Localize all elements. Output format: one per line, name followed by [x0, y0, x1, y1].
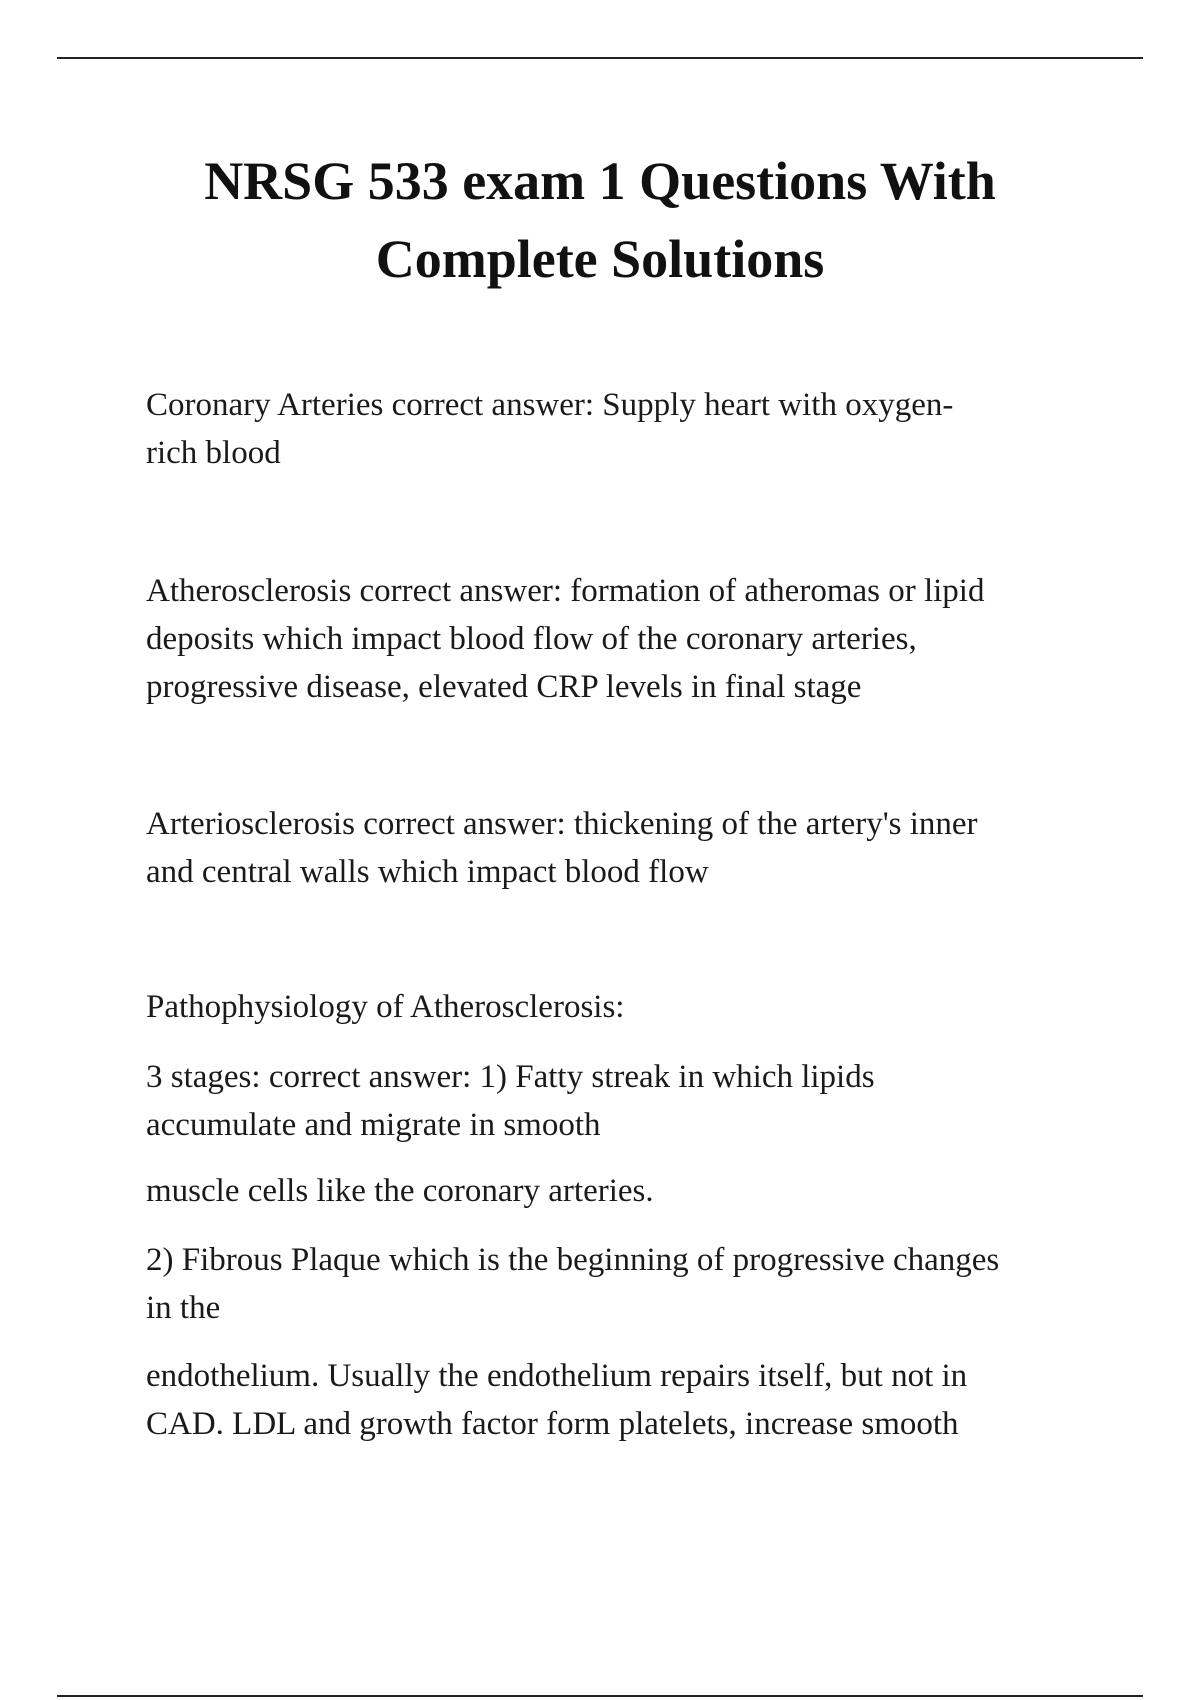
paragraph-line: endothelium. Usually the endothelium repairs itself, but not in — [146, 1358, 968, 1394]
paragraph-arteriosclerosis — [146, 800, 1106, 896]
paragraph-line: 2) Fibrous Plaque which is the beginning of progressive changes — [146, 1242, 1000, 1278]
paragraph-atherosclerosis — [146, 567, 1106, 711]
paragraph-line: CAD. LDL and growth factor form platelets, increase smooth — [146, 1406, 959, 1442]
document-title — [100, 142, 1100, 298]
paragraph-line: 3 stages: correct answer: 1) Fatty streak in which lipids — [146, 1059, 875, 1095]
paragraph-line: Atherosclerosis correct answer: formation of atheromas or lipid — [146, 573, 985, 609]
paragraph-line: Coronary Arteries correct answer: Supply heart with oxygen- — [146, 387, 954, 423]
title-line-2: Complete Solutions — [375, 229, 825, 289]
title-line-1: NRSG 533 exam 1 Questions With — [204, 151, 996, 211]
paragraph-muscle-cells — [146, 1167, 1106, 1215]
paragraph-line: and central walls which impact blood flow — [146, 854, 709, 890]
paragraph-line: Pathophysiology of Atherosclerosis: — [146, 989, 625, 1025]
paragraph-fibrous-plaque — [146, 1236, 1106, 1332]
paragraph-pathophysiology-heading — [146, 983, 1106, 1031]
paragraph-line: rich blood — [146, 435, 281, 471]
paragraph-line: in the — [146, 1290, 221, 1326]
paragraph-line: progressive disease, elevated CRP levels in final stage — [146, 669, 862, 705]
paragraph-endothelium — [146, 1352, 1106, 1448]
paragraph-line: deposits which impact blood flow of the coronary arteries, — [146, 621, 917, 657]
paragraph-three-stages — [146, 1053, 1106, 1149]
bottom-rule — [57, 1695, 1143, 1697]
paragraph-line: Arteriosclerosis correct answer: thickening of the artery's inner — [146, 806, 978, 842]
paragraph-coronary-arteries — [146, 381, 1106, 477]
paragraph-line: accumulate and migrate in smooth — [146, 1107, 601, 1143]
paragraph-line: muscle cells like the coronary arteries. — [146, 1173, 654, 1209]
top-rule — [57, 57, 1143, 59]
